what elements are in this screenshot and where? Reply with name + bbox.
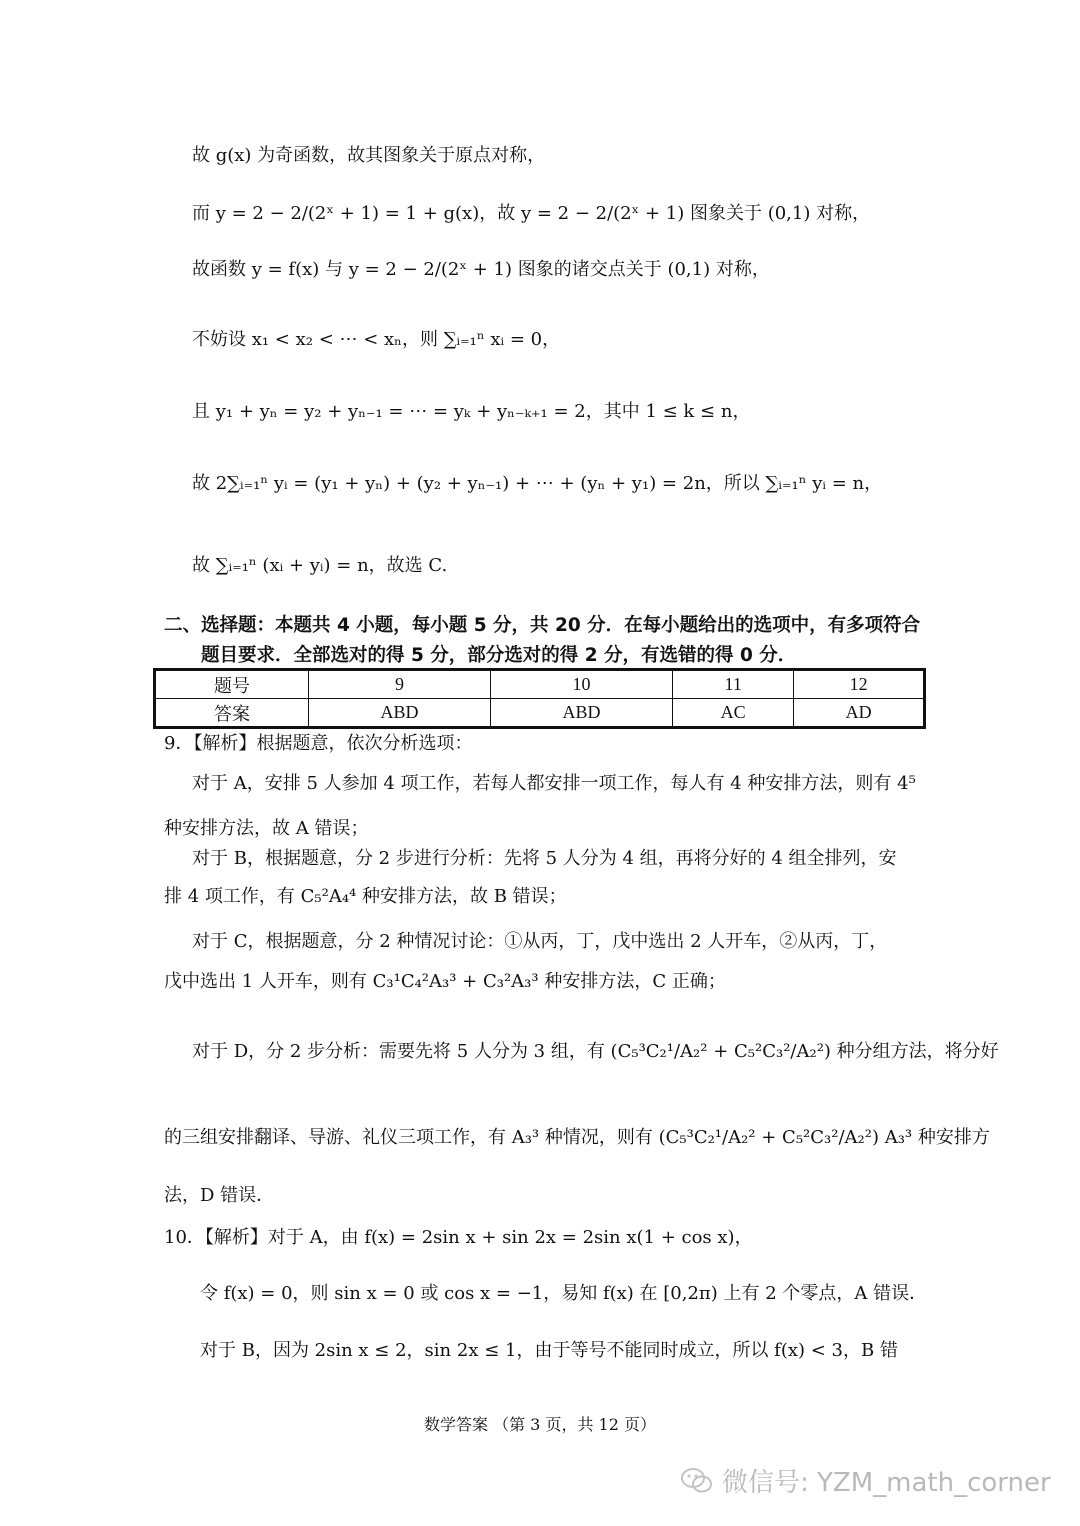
q9-option-d-line1: 对于 D，分 2 步分析：需要先将 5 人分为 3 组，有 (C₅³C₂¹/A₂² + C₅²C₃²/A₂²) 种分组方法，将分好	[192, 1041, 999, 1062]
q9-option-c-line1: 对于 C，根据题意，分 2 种情况讨论：①从丙，丁，戊中选出 2 人开车，②从丙，丁，	[192, 931, 888, 952]
line-y-pairs: 且 y₁ + yₙ = y₂ + yₙ₋₁ = ⋯ = yₖ + yₙ₋ₖ₊₁ = 2，其中 1 ≤ k ≤ n，	[192, 401, 751, 422]
watermark-text: 微信号: YZM_math_corner	[722, 1468, 1051, 1498]
table-row	[155, 699, 925, 728]
q9-option-a-line1: 对于 A，安排 5 人参加 4 项工作，若每人都安排一项工作，每人有 4 种安排方法，则有 4⁵	[192, 773, 916, 794]
answer-table	[153, 668, 926, 729]
table-cell: 12	[794, 670, 925, 699]
line-symmetry-1: 而 y = 2 − 2/(2ˣ + 1) = 1 + g(x)，故 y = 2 − 2/(2ˣ + 1) 图象关于 (0,1) 对称，	[192, 203, 871, 224]
table-cell: 9	[309, 670, 491, 699]
table-cell: 题号	[155, 670, 309, 699]
table-cell: ABD	[309, 699, 491, 728]
q9-option-d-line2: 的三组安排翻译、导游、礼仪三项工作，有 A₃³ 种情况，则有 (C₅³C₂¹/A₂² + C₅²C₃²/A₂²) A₃³ 种安排方	[164, 1127, 990, 1148]
q10-heading: 10．【解析】对于 A，由 f(x) = 2sin x + sin 2x = 2sin x(1 + cos x)，	[164, 1227, 753, 1248]
page-footer: 数学答案 （第 3 页，共 12 页）	[424, 1415, 656, 1434]
section-heading-line2: 题目要求．全部选对的得 5 分，部分选对的得 2 分，有选错的得 0 分．	[201, 645, 797, 666]
line-odd-function: 故 g(x) 为奇函数，故其图象关于原点对称，	[192, 145, 546, 166]
section-heading-line1: 二、选择题：本题共 4 小题，每小题 5 分，共 20 分．在每小题给出的选项中，有多项符合	[164, 615, 921, 636]
q9-option-b-line2: 排 4 项工作，有 C₅²A₄⁴ 种安排方法，故 B 错误；	[164, 886, 567, 907]
table-cell: ABD	[491, 699, 673, 728]
line-symmetry-2: 故函数 y = f(x) 与 y = 2 − 2/(2ˣ + 1) 图象的诸交点关于 (0,1) 对称，	[192, 259, 770, 280]
q10-option-b-line1: 对于 B，因为 2sin x ≤ 2，sin 2x ≤ 1，由于等号不能同时成立，所以 f(x) < 3，B 错	[200, 1340, 898, 1361]
section-heading	[164, 611, 924, 671]
table-cell: 11	[673, 670, 794, 699]
q9-option-a-line2: 种安排方法，故 A 错误；	[164, 818, 369, 839]
table-cell: 10	[491, 670, 673, 699]
table-cell: AC	[673, 699, 794, 728]
line-sum-x: 不妨设 x₁ < x₂ < ⋯ < xₙ，则 ∑ᵢ₌₁ⁿ xᵢ = 0，	[192, 329, 561, 350]
line-conclusion: 故 ∑ᵢ₌₁ⁿ (xᵢ + yᵢ) = n，故选 C.	[192, 555, 448, 576]
watermark	[680, 1462, 1051, 1499]
line-sum-y: 故 2∑ᵢ₌₁ⁿ yᵢ = (y₁ + yₙ) + (y₂ + yₙ₋₁) + ⋯ + (yₙ + y₁) = 2n，所以 ∑ᵢ₌₁ⁿ yᵢ = n，	[192, 473, 883, 494]
q9-heading: 9．【解析】根据题意，依次分析选项：	[164, 733, 473, 754]
q9-option-d-line3: 法，D 错误．	[164, 1185, 275, 1206]
table-cell: AD	[794, 699, 925, 728]
q10-option-a-line2: 令 f(x) = 0，则 sin x = 0 或 cos x = −1，易知 f(x) 在 [0,2π) 上有 2 个零点，A 错误．	[200, 1283, 928, 1304]
table-cell: 答案	[155, 699, 309, 728]
wechat-icon	[680, 1467, 714, 1495]
q9-option-c-line2: 戊中选出 1 人开车，则有 C₃¹C₄²A₃³ + C₃²A₃³ 种安排方法，C 正确；	[164, 971, 726, 992]
q9-option-b-line1: 对于 B，根据题意，分 2 步进行分析：先将 5 人分为 4 组，再将分好的 4 组全排列，安	[192, 848, 897, 869]
table-row	[155, 670, 925, 699]
